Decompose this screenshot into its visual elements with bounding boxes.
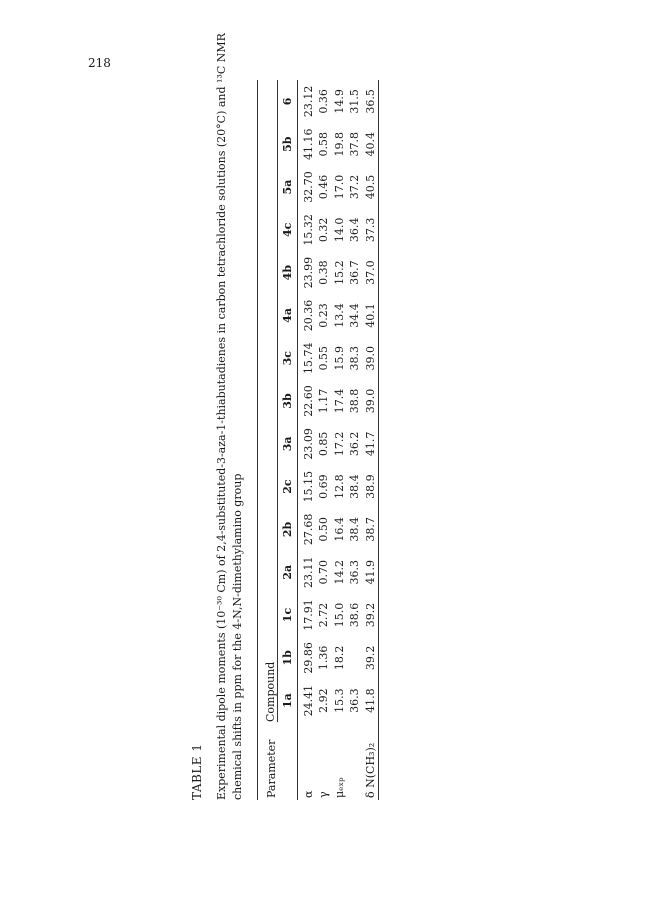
- table-cell: 27.68: [298, 508, 317, 551]
- compound-header: 1b: [278, 636, 298, 679]
- table-cell: 18.2: [332, 645, 346, 671]
- table-cell: 32.70: [298, 166, 317, 209]
- table-cell: 19.8: [332, 132, 346, 157]
- table-cell: 0.85: [317, 431, 331, 457]
- data-table: [257, 80, 379, 800]
- table-cell: 15.15: [298, 465, 317, 508]
- row-label: μₑₓₚ: [332, 777, 346, 798]
- table-row-gamma: [316, 80, 332, 800]
- table-cell: 38.9: [363, 465, 379, 508]
- table-cell: 37.2: [348, 174, 362, 200]
- row-label: δ N(CH₃)₂: [363, 722, 379, 800]
- row-label: γ: [317, 791, 331, 798]
- table-cell: 0.50: [317, 517, 331, 542]
- table-cell: 15.32: [298, 208, 317, 251]
- table-cell: 17.2: [332, 431, 346, 457]
- page-number: 218: [88, 56, 111, 70]
- table-cell: 37.3: [363, 208, 379, 251]
- caption-line-2: chemical shifts in ppm for the 4-N,N-dimethylamino group: [231, 473, 244, 800]
- table-cell: 38.4: [348, 474, 362, 499]
- table-cell: 13.4: [332, 303, 346, 328]
- table-cell: 41.16: [298, 123, 317, 166]
- compound-header: 3b: [278, 380, 298, 423]
- row-label: α: [298, 722, 317, 800]
- table-cell: 37.0: [363, 251, 379, 294]
- table-row-mu-exp: [332, 80, 348, 800]
- compound-header: 4a: [278, 294, 298, 337]
- table-cell: 29.86: [298, 636, 317, 679]
- table-cell: 22.60: [298, 380, 317, 423]
- table-cell: 15.0: [332, 602, 346, 628]
- table-cell: 0.38: [317, 260, 331, 285]
- table-cell: 38.4: [348, 517, 362, 542]
- table-cell: 36.4: [348, 217, 362, 243]
- table-cell: 36.2: [348, 431, 362, 457]
- compound-header: 4b: [278, 251, 298, 294]
- table-cell: 36.5: [363, 80, 379, 123]
- table-cell: 36.7: [348, 260, 362, 285]
- table-cell: 36.3: [348, 688, 362, 713]
- table-cell: 23.99: [298, 251, 317, 294]
- header-parameter: Parameter: [258, 722, 278, 800]
- compound-header: 2b: [278, 508, 298, 551]
- table-cell: 40.4: [363, 123, 379, 166]
- table-cell: 17.0: [332, 174, 346, 200]
- table-cell: 0.23: [317, 303, 331, 328]
- table-cell: 17.91: [298, 594, 317, 637]
- table-cell: 15.2: [332, 260, 346, 285]
- header-compound: Compound: [258, 80, 278, 722]
- compound-header: 1c: [278, 594, 298, 637]
- table-cell: 15.9: [332, 345, 346, 371]
- compound-header: 3c: [278, 337, 298, 380]
- header-row-group: [258, 80, 278, 800]
- table-cell: 17.4: [332, 388, 346, 414]
- table-row-alpha: [298, 80, 317, 800]
- compound-header: 3a: [278, 422, 298, 465]
- table-cell: [347, 636, 363, 679]
- compound-header: 5a: [278, 166, 298, 209]
- table-cell: 14.2: [332, 559, 346, 585]
- header-blank: [278, 722, 298, 800]
- table-cell: 0.46: [317, 174, 331, 200]
- table-cell: 38.8: [348, 388, 362, 414]
- table-cell: 34.4: [348, 303, 362, 328]
- table-cell: 41.7: [363, 422, 379, 465]
- table-cell: 0.58: [317, 132, 331, 157]
- table-cell: 36.3: [348, 559, 362, 585]
- table-cell: 15.3: [332, 688, 346, 713]
- table-cell: 0.70: [317, 559, 331, 585]
- table-cell: 14.0: [332, 217, 346, 243]
- table-cell: 40.1: [363, 294, 379, 337]
- compound-header: 6: [278, 80, 298, 123]
- table-row-delta-nch3: [363, 80, 379, 800]
- rotated-table-block: [190, 33, 390, 800]
- table-cell: 24.41: [298, 679, 317, 722]
- table-cell: 31.5: [348, 89, 362, 114]
- table-label: TABLE 1: [190, 743, 204, 800]
- table-cell: 0.69: [317, 474, 331, 499]
- table-cell: 40.5: [363, 166, 379, 209]
- table-cell: 41.8: [363, 679, 379, 722]
- table-cell: 0.55: [317, 345, 331, 371]
- table-caption: [214, 33, 246, 800]
- table-cell: 1.36: [317, 645, 331, 671]
- table-cell: 0.32: [317, 217, 331, 243]
- caption-line-1: Experimental dipole moments (10⁻³⁰ Cm) of 2,4-substituted-3-aza-1-thiabutadienes in carbon tetrachloride solutions (20°C) and ¹³C NMR: [215, 33, 228, 800]
- table-cell: 23.12: [298, 80, 317, 123]
- compound-header: 4c: [278, 208, 298, 251]
- table-cell: 0.36: [317, 89, 331, 114]
- table-cell: 37.8: [348, 132, 362, 157]
- table-cell: 1.17: [317, 388, 331, 414]
- table-cell: 15.74: [298, 337, 317, 380]
- table-cell: 39.0: [363, 380, 379, 423]
- table-cell: 38.7: [363, 508, 379, 551]
- row-label: [347, 722, 363, 800]
- table-cell: 39.2: [363, 636, 379, 679]
- compound-header: 5b: [278, 123, 298, 166]
- compound-header: 1a: [278, 679, 298, 722]
- table-cell: 41.9: [363, 551, 379, 594]
- table-cell: 23.09: [298, 422, 317, 465]
- table-cell: 38.6: [348, 602, 362, 628]
- compound-header: 2c: [278, 465, 298, 508]
- table-row-unlabeled: [347, 80, 363, 800]
- table-cell: 14.9: [332, 89, 346, 114]
- table-cell: 12.8: [332, 474, 346, 499]
- table-cell: 39.2: [363, 594, 379, 637]
- table-cell: 38.3: [348, 345, 362, 371]
- table-cell: 2.72: [317, 602, 331, 628]
- table-cell: 23.11: [298, 551, 317, 594]
- compound-header: 2a: [278, 551, 298, 594]
- table-cell: 16.4: [332, 517, 346, 542]
- header-row-compounds: [278, 80, 298, 800]
- table-cell: 20.36: [298, 294, 317, 337]
- table-cell: 39.0: [363, 337, 379, 380]
- table-cell: 2.92: [317, 688, 331, 713]
